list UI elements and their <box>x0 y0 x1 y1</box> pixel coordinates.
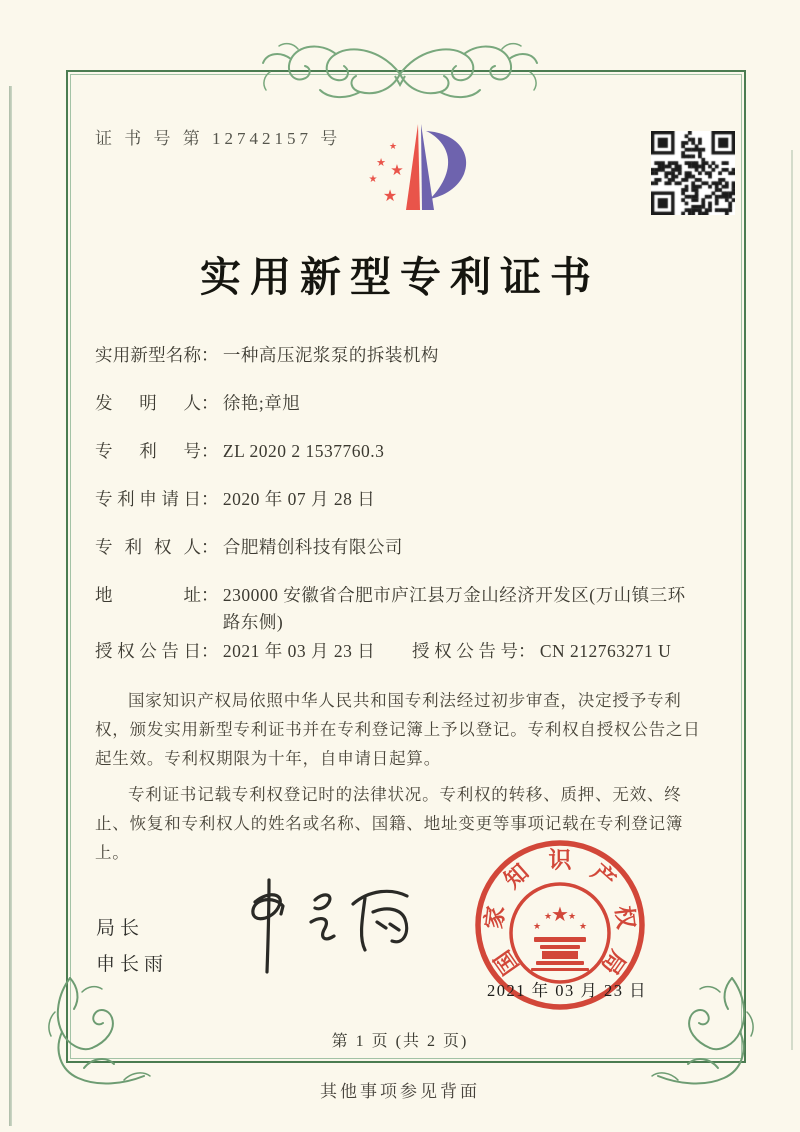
field-row-address <box>95 582 715 636</box>
national-emblem <box>511 884 609 982</box>
logo-wedge-red <box>406 124 420 210</box>
field-label: 专利权人 <box>95 537 201 557</box>
svg-text:★: ★ <box>567 912 577 922</box>
field-value: 230000 安徽省合肥市庐江县万金山经济开发区(万山镇三环路东侧) <box>222 585 686 632</box>
field-label: 专利号 <box>95 441 201 461</box>
svg-text:产: 产 <box>586 859 621 894</box>
legal-paragraph-2: 专利证书记载专利权登记时的法律状况。专利权的转移、质押、无效、终止、恢复和专利权人的姓名或名称、国籍、地址变更等事项记载在专利登记簿上。 <box>95 785 684 862</box>
field-value: 一种高压泥浆泵的拆装机构 <box>222 345 439 365</box>
back-page-note: 其他事项参见背面 <box>320 1082 480 1101</box>
field-label: 地址 <box>95 585 201 605</box>
field-value: 2020 年 07 月 28 日 <box>222 489 376 509</box>
page-indicator: 第 1 页 (共 2 页) <box>331 1033 469 1050</box>
field-label: 授权公告日 <box>95 641 201 661</box>
svg-text:★: ★ <box>382 186 398 205</box>
field-value: 2021 年 03 月 23 日 <box>222 641 376 661</box>
svg-text:★: ★ <box>551 902 569 926</box>
field-value: 徐艳;章旭 <box>222 393 301 413</box>
field-row-patent-number <box>95 438 715 465</box>
field-row-filing-date <box>95 486 715 513</box>
cnipa-logo-icon <box>348 118 478 218</box>
field-colon: ： <box>201 537 219 557</box>
field-grant-number <box>412 638 671 665</box>
svg-text:★: ★ <box>376 156 386 169</box>
scan-edge-left <box>9 86 12 1126</box>
seal-date: 2021 年 03 月 23 日 <box>487 981 648 1000</box>
certificate-number: 证 书 号 第 12742157 号 <box>95 129 342 148</box>
director-title: 局长 <box>96 918 145 939</box>
qr-code <box>651 131 735 215</box>
certificate-title: 实用新型专利证书 <box>200 254 600 300</box>
field-label: 发明人 <box>95 393 201 413</box>
field-row-grant <box>95 638 715 665</box>
field-colon: ： <box>201 489 219 509</box>
field-colon: ： <box>201 345 219 365</box>
field-value: CN 212763271 U <box>539 641 672 661</box>
field-label: 实用新型名称 <box>95 345 201 365</box>
svg-text:★: ★ <box>368 174 378 185</box>
field-label: 专利申请日 <box>95 489 201 509</box>
svg-text:★: ★ <box>578 922 588 932</box>
svg-text:知: 知 <box>499 859 534 894</box>
svg-text:★: ★ <box>388 142 398 152</box>
svg-text:识: 识 <box>548 847 572 873</box>
logo-p-bowl <box>426 131 466 199</box>
field-value: 合肥精创科技有限公司 <box>222 537 403 557</box>
field-row-patentee <box>95 534 715 561</box>
field-colon: ： <box>201 641 219 661</box>
svg-text:★: ★ <box>543 912 553 922</box>
logo-stars <box>369 142 404 205</box>
svg-text:★: ★ <box>532 922 542 932</box>
field-row-inventor <box>95 390 715 417</box>
field-colon: ： <box>201 585 219 605</box>
field-colon: ： <box>201 441 219 461</box>
svg-text:家: 家 <box>481 904 509 931</box>
svg-text:局: 局 <box>596 945 631 979</box>
svg-text:★: ★ <box>390 161 404 179</box>
field-colon: ： <box>201 393 219 413</box>
certificate-body <box>95 342 715 867</box>
legal-paragraph-1: 国家知识产权局依照中华人民共和国专利法经过初步审查，决定授予专利权，颁发实用新型专利证书并在专利登记簿上予以登记。专利权自授权公告之日起生效。专利权期限为十年，自申请日起算。 <box>95 691 701 768</box>
svg-text:权: 权 <box>611 904 639 931</box>
svg-text:国: 国 <box>489 945 524 979</box>
field-colon: ： <box>518 641 536 661</box>
field-row-invention-name <box>95 342 715 369</box>
director-name: 申长雨 <box>96 954 169 975</box>
field-label: 授权公告号 <box>412 641 518 661</box>
field-value: ZL 2020 2 1537760.3 <box>222 441 385 461</box>
director-signature <box>215 872 415 987</box>
